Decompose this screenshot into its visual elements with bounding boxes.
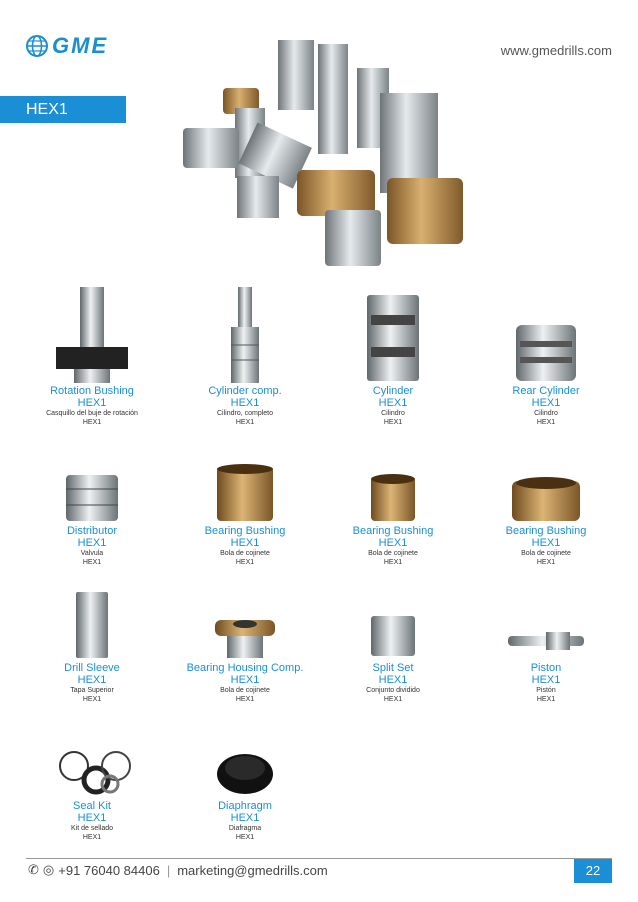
product-code: HEX1 [230, 537, 260, 549]
brand-logo [26, 33, 108, 59]
product-code-secondary: HEX1 [82, 419, 102, 426]
footer-separator: | [166, 862, 171, 878]
product-name: Bearing Housing Comp. [186, 662, 304, 674]
phone-icon: ✆ [28, 862, 39, 877]
section-title: HEX1 [0, 96, 126, 123]
product-desc: Casquillo del buje de rotación [46, 410, 138, 417]
product-desc: Conjunto dividido [366, 687, 420, 694]
product-code: HEX1 [230, 674, 260, 686]
footer-divider [26, 858, 612, 859]
footer-contact [28, 862, 328, 878]
diaphragm-icon [170, 700, 320, 800]
product-name: Drill Sleeve [64, 662, 120, 674]
product-name: Split Set [372, 662, 414, 674]
product-name: Bearing Bushing [505, 525, 587, 537]
globe-icon [26, 35, 48, 57]
product-code: HEX1 [77, 537, 107, 549]
product-code-secondary: HEX1 [536, 419, 556, 426]
piston-icon [471, 562, 621, 662]
product-card[interactable] [17, 285, 167, 427]
phone-number[interactable]: +91 76040 84406 [58, 862, 160, 878]
product-name: Rotation Bushing [50, 385, 134, 397]
product-card[interactable] [471, 425, 621, 567]
product-code-secondary: HEX1 [235, 419, 255, 426]
product-desc: Cilindro [534, 410, 558, 417]
product-code-secondary: HEX1 [82, 559, 102, 566]
email-link[interactable]: marketing@gmedrills.com [177, 862, 328, 878]
product-name: Distributor [66, 525, 118, 537]
whatsapp-icon: ◎ [42, 862, 55, 877]
product-desc: Kit de sellado [70, 825, 114, 832]
brand-name: GME [52, 33, 109, 58]
product-name: Cylinder [372, 385, 414, 397]
product-desc: Diafragma [228, 825, 262, 832]
product-code: HEX1 [77, 397, 107, 409]
product-name: Bearing Bushing [352, 525, 434, 537]
product-code: HEX1 [230, 397, 260, 409]
cylinder-comp-icon [170, 285, 320, 385]
product-card[interactable] [17, 700, 167, 842]
product-code: HEX1 [77, 674, 107, 686]
product-name: Piston [530, 662, 562, 674]
product-code: HEX1 [378, 397, 408, 409]
distributor-icon [17, 425, 167, 525]
product-desc: Cilindro [381, 410, 405, 417]
product-code-secondary: HEX1 [536, 559, 556, 566]
product-desc: Bola de cojinete [220, 550, 270, 557]
product-code-secondary: HEX1 [383, 559, 403, 566]
seal-kit-icon [17, 700, 167, 800]
product-desc: Cilindro, completo [216, 410, 274, 417]
product-name: Diaphragm [218, 800, 272, 812]
product-name: Cylinder comp. [208, 385, 282, 397]
product-name: Bearing Bushing [204, 525, 286, 537]
product-card[interactable] [471, 562, 621, 704]
hero-parts-image [175, 38, 475, 273]
product-code: HEX1 [531, 674, 561, 686]
product-code-secondary: HEX1 [383, 696, 403, 703]
product-name: Seal Kit [73, 800, 111, 812]
cylinder-icon [318, 285, 468, 385]
product-code-secondary: HEX1 [82, 834, 102, 841]
product-card[interactable] [170, 562, 320, 704]
product-card[interactable] [318, 425, 468, 567]
product-code-secondary: HEX1 [383, 419, 403, 426]
bearing-bushing-wide-icon [471, 425, 621, 525]
drill-sleeve-icon [17, 562, 167, 662]
bearing-housing-icon [170, 562, 320, 662]
product-code-secondary: HEX1 [235, 834, 255, 841]
bearing-bushing-small-icon [318, 425, 468, 525]
product-code-secondary: HEX1 [82, 696, 102, 703]
product-code-secondary: HEX1 [235, 559, 255, 566]
product-code: HEX1 [531, 537, 561, 549]
product-desc: Valvula [80, 550, 104, 557]
product-card[interactable] [170, 700, 320, 842]
product-code: HEX1 [378, 537, 408, 549]
website-link[interactable]: www.gmedrills.com [500, 43, 612, 58]
product-desc: Tapa Superior [70, 687, 114, 694]
product-desc: Bola de cojinete [220, 687, 270, 694]
bearing-bushing-icon [170, 425, 320, 525]
product-card[interactable] [17, 562, 167, 704]
split-set-icon [318, 562, 468, 662]
product-card[interactable] [17, 425, 167, 567]
page-number: 22 [574, 859, 612, 883]
product-card[interactable] [318, 562, 468, 704]
product-card[interactable] [471, 285, 621, 427]
product-code: HEX1 [531, 397, 561, 409]
product-desc: Bola de cojinete [368, 550, 418, 557]
product-card[interactable] [170, 425, 320, 567]
product-code: HEX1 [378, 674, 408, 686]
rear-cylinder-icon [471, 285, 621, 385]
product-code-secondary: HEX1 [235, 696, 255, 703]
rotation-bushing-icon [17, 285, 167, 385]
product-code: HEX1 [230, 812, 260, 824]
product-code-secondary: HEX1 [536, 696, 556, 703]
product-name: Rear Cylinder [512, 385, 580, 397]
product-desc: Bola de cojinete [521, 550, 571, 557]
product-code: HEX1 [77, 812, 107, 824]
product-card[interactable] [318, 285, 468, 427]
product-desc: Pistón [536, 687, 556, 694]
product-card[interactable] [170, 285, 320, 427]
